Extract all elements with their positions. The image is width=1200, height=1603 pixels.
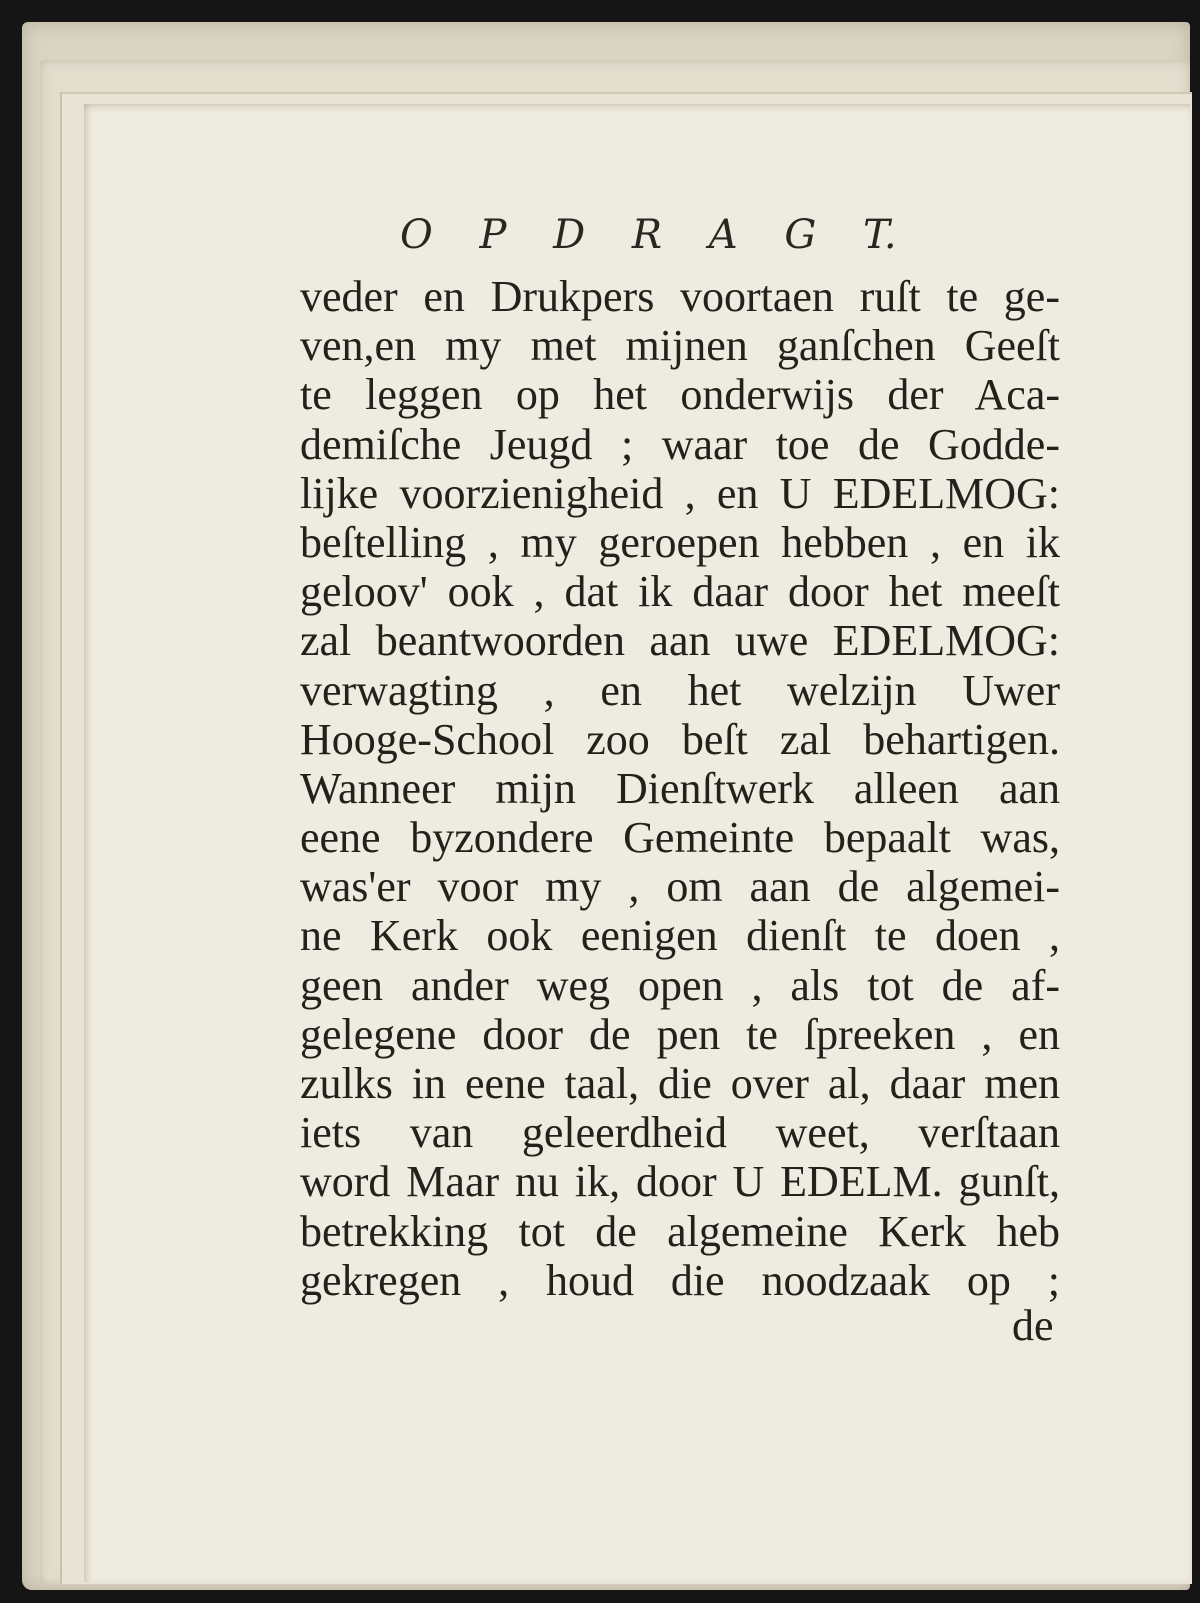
text-line: geloov' ook , dat ik daar door het meeſt: [300, 567, 1060, 617]
text-line: demiſche Jeugd ; waar toe de Godde-: [300, 419, 1060, 469]
catchword: de: [1012, 1301, 1054, 1350]
text-line: verwagting , en het welzijn Uwer: [300, 665, 1060, 715]
text-line: ne Kerk ook eenigen dienſt te doen ,: [300, 911, 1060, 961]
text-line: word Maar nu ik, door U EDELM. gunſt,: [300, 1157, 1060, 1207]
text-line: betrekking tot de algemeine Kerk heb: [300, 1206, 1060, 1256]
text-line: gekregen , houd die noodzaak op ;: [300, 1255, 1060, 1305]
text-line: Hooge-School zoo beſt zal behartigen.: [300, 714, 1060, 764]
text-line: eene byzondere Gemeinte bepaalt was,: [300, 813, 1060, 863]
text-line: Wanneer mijn Dienſtwerk alleen aan: [300, 763, 1060, 813]
text-line: beſtelling , my geroepen hebben , en ik: [300, 517, 1060, 567]
text-line: lijke voorzienigheid , en U EDELMOG:: [300, 468, 1060, 518]
text-line: veder en Drukpers voortaen ruſt te ge-: [300, 272, 1060, 321]
text-line: ven,en my met mijnen ganſchen Geeſt: [300, 321, 1060, 371]
text-line: geen ander weg open , als tot de af-: [300, 960, 1060, 1010]
text-line: zulks in eene taal, die over al, daar men: [300, 1059, 1060, 1108]
body-text: [300, 272, 1060, 1305]
running-head: O P D R A G T.: [400, 212, 897, 258]
text-line: iets van geleerdheid weet, verſtaan: [300, 1108, 1060, 1158]
text-line: was'er voor my , om aan de algemei-: [300, 862, 1060, 912]
text-line: te leggen op het onderwijs der Aca-: [300, 370, 1060, 420]
text-line: gelegene door de pen te ſpreeken , en: [300, 1009, 1060, 1059]
text-line: zal beantwoorden aan uwe EDELMOG:: [300, 616, 1060, 666]
